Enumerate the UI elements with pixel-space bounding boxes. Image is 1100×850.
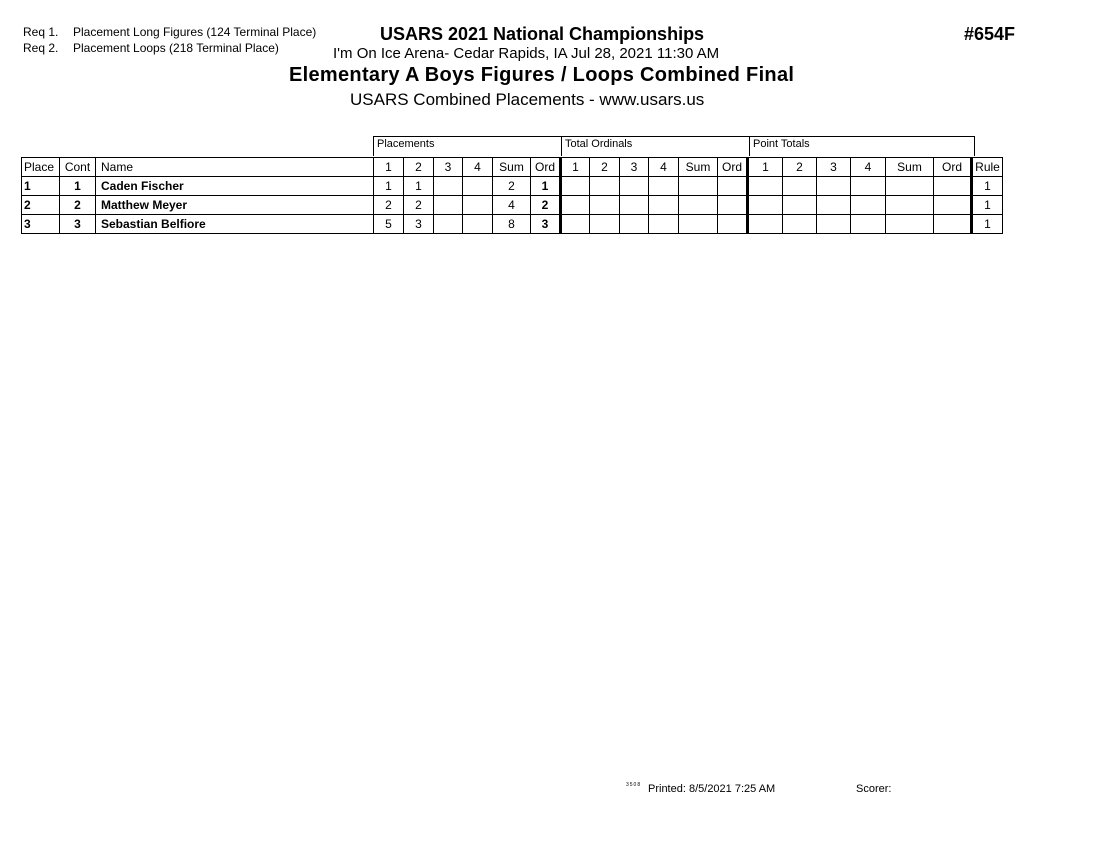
placement-1-cell: 5 <box>374 215 404 234</box>
col-points-ord: Ord <box>934 158 972 177</box>
points-sum-cell <box>886 215 934 234</box>
ordinal-sum-cell <box>679 177 718 196</box>
col-ordinal-4: 4 <box>649 158 679 177</box>
ordinal-4-cell <box>649 215 679 234</box>
placement-ord-cell: 1 <box>531 177 561 196</box>
placement-3-cell <box>434 215 463 234</box>
points-ord-cell <box>934 215 972 234</box>
ordinal-1-cell <box>561 177 590 196</box>
placement-ord-cell: 3 <box>531 215 561 234</box>
col-placement-3: 3 <box>434 158 463 177</box>
requirement-1 <box>23 25 316 39</box>
venue-date-line: I'm On Ice Arena- Cedar Rapids, IA Jul 28, 2021 11:30 AM <box>333 45 720 62</box>
points-1-cell <box>748 215 783 234</box>
rule-cell: 1 <box>972 215 1003 234</box>
skater-name: Caden Fischer <box>96 177 374 196</box>
place-cell: 1 <box>22 177 60 196</box>
requirement-number: Req 1. <box>23 25 59 39</box>
placement-sum-cell: 8 <box>493 215 531 234</box>
col-points-4: 4 <box>851 158 886 177</box>
placement-sum-cell: 4 <box>493 196 531 215</box>
ordinal-sum-cell <box>679 196 718 215</box>
place-cell: 3 <box>22 215 60 234</box>
ordinal-ord-cell <box>718 215 748 234</box>
skater-name: Matthew Meyer <box>96 196 374 215</box>
col-cont: Cont <box>60 158 96 177</box>
competition-title: Elementary A Boys Figures / Loops Combined Final <box>289 64 795 86</box>
points-ord-cell <box>934 196 972 215</box>
col-placement-2: 2 <box>404 158 434 177</box>
points-2-cell <box>783 215 817 234</box>
cont-cell: 1 <box>60 177 96 196</box>
group-header-placements: Placements <box>373 136 562 156</box>
ordinal-sum-cell <box>679 215 718 234</box>
place-cell: 2 <box>22 196 60 215</box>
ordinal-2-cell <box>590 215 620 234</box>
col-ordinal-sum: Sum <box>679 158 718 177</box>
placement-4-cell <box>463 177 493 196</box>
printed-timestamp: Printed: 8/5/2021 7:25 AM <box>648 783 776 795</box>
placement-3-cell <box>434 196 463 215</box>
points-4-cell <box>851 177 886 196</box>
group-header-point-totals: Point Totals <box>749 136 975 156</box>
ordinal-1-cell <box>561 215 590 234</box>
cont-cell: 3 <box>60 215 96 234</box>
ordinal-2-cell <box>590 196 620 215</box>
placement-4-cell <box>463 215 493 234</box>
group-header-total-ordinals: Total Ordinals <box>561 136 750 156</box>
placement-4-cell <box>463 196 493 215</box>
rule-cell: 1 <box>972 196 1003 215</box>
results-table <box>21 157 1003 234</box>
col-placement-sum: Sum <box>493 158 531 177</box>
placement-2-cell: 3 <box>404 215 434 234</box>
points-2-cell <box>783 177 817 196</box>
col-rule: Rule <box>972 158 1003 177</box>
requirement-2 <box>23 41 279 55</box>
points-sum-cell <box>886 196 934 215</box>
requirement-text: Placement Long Figures (124 Terminal Place) <box>73 25 317 39</box>
event-number: #654F <box>964 24 1016 44</box>
table-row <box>22 196 1003 215</box>
col-points-2: 2 <box>783 158 817 177</box>
table-row <box>22 215 1003 234</box>
points-3-cell <box>817 177 851 196</box>
footer-code: 3508 <box>626 782 642 788</box>
col-ordinal-2: 2 <box>590 158 620 177</box>
col-name: Name <box>96 158 374 177</box>
rule-cell: 1 <box>972 177 1003 196</box>
ordinal-2-cell <box>590 177 620 196</box>
col-points-3: 3 <box>817 158 851 177</box>
ordinal-3-cell <box>620 196 649 215</box>
placement-2-cell: 1 <box>404 177 434 196</box>
placement-1-cell: 1 <box>374 177 404 196</box>
ordinal-3-cell <box>620 215 649 234</box>
report-subtitle: USARS Combined Placements - www.usars.us <box>350 90 705 109</box>
col-placement-1: 1 <box>374 158 404 177</box>
event-title: USARS 2021 National Championships <box>380 24 705 44</box>
col-placement-ord: Ord <box>531 158 561 177</box>
placement-sum-cell: 2 <box>493 177 531 196</box>
points-1-cell <box>748 177 783 196</box>
placement-ord-cell: 2 <box>531 196 561 215</box>
scorer-label: Scorer: <box>856 783 892 795</box>
points-sum-cell <box>886 177 934 196</box>
col-ordinal-ord: Ord <box>718 158 748 177</box>
col-ordinal-1: 1 <box>561 158 590 177</box>
col-place: Place <box>22 158 60 177</box>
col-points-1: 1 <box>748 158 783 177</box>
requirement-text: Placement Loops (218 Terminal Place) <box>73 41 279 55</box>
placement-2-cell: 2 <box>404 196 434 215</box>
ordinal-4-cell <box>649 196 679 215</box>
points-ord-cell <box>934 177 972 196</box>
placement-3-cell <box>434 177 463 196</box>
points-1-cell <box>748 196 783 215</box>
col-points-sum: Sum <box>886 158 934 177</box>
ordinal-3-cell <box>620 177 649 196</box>
table-row <box>22 177 1003 196</box>
ordinal-1-cell <box>561 196 590 215</box>
skater-name: Sebastian Belfiore <box>96 215 374 234</box>
column-header-row <box>22 158 1003 177</box>
ordinal-ord-cell <box>718 196 748 215</box>
points-4-cell <box>851 196 886 215</box>
col-ordinal-3: 3 <box>620 158 649 177</box>
cont-cell: 2 <box>60 196 96 215</box>
placement-1-cell: 2 <box>374 196 404 215</box>
requirement-number: Req 2. <box>23 41 59 55</box>
points-4-cell <box>851 215 886 234</box>
ordinal-4-cell <box>649 177 679 196</box>
points-3-cell <box>817 215 851 234</box>
col-placement-4: 4 <box>463 158 493 177</box>
points-3-cell <box>817 196 851 215</box>
points-2-cell <box>783 196 817 215</box>
ordinal-ord-cell <box>718 177 748 196</box>
